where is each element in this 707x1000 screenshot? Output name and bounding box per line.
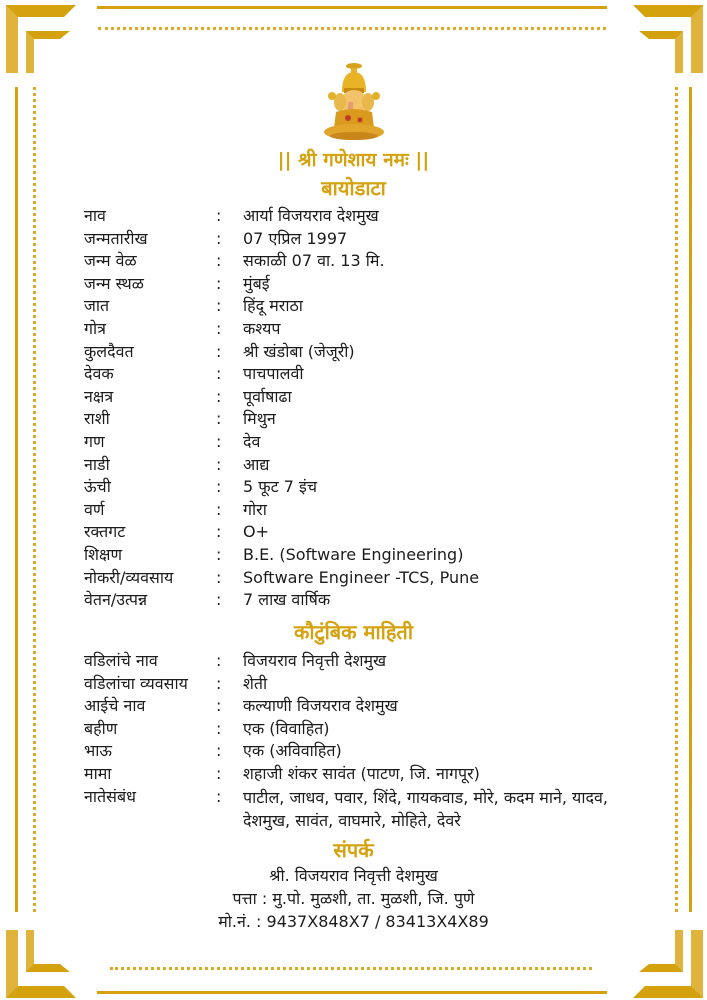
detail-label: जन्मतारीख (84, 228, 148, 248)
detail-value: कश्यप (243, 318, 281, 338)
detail-value: आर्या विजयराव देशमुख (243, 206, 379, 225)
detail-label: जन्म स्थळ (84, 273, 144, 293)
detail-value: 7 लाख वार्षिक (243, 590, 331, 610)
detail-value: गोरा (243, 499, 267, 519)
colon-separator: : (216, 386, 222, 406)
detail-row-birthplace (84, 273, 644, 296)
page-title: बायोडाटा (321, 176, 386, 200)
colon-separator: : (216, 454, 222, 474)
colon-separator: : (216, 673, 222, 693)
detail-row-occupation (84, 567, 644, 590)
detail-value: सकाळी 07 वा. 13 मि. (243, 251, 385, 271)
colon-separator: : (216, 567, 222, 587)
detail-value: शेती (243, 673, 268, 693)
colon-separator: : (216, 228, 222, 248)
detail-row-nadi (84, 454, 644, 477)
left-dotted-line (33, 87, 36, 912)
detail-label: देवक (84, 364, 114, 384)
detail-label: आईचे नाव (84, 696, 146, 716)
family-row-sister (84, 718, 644, 741)
detail-label: वर्ण (84, 499, 105, 519)
corner-ornament-bottom-left (6, 924, 80, 998)
detail-label: शिक्षण (84, 544, 123, 564)
colon-separator: : (216, 696, 222, 716)
right-border-line (689, 87, 692, 912)
detail-label: गण (84, 431, 105, 451)
detail-row-gan (84, 431, 644, 454)
ganesha-idol-icon (318, 62, 390, 142)
family-row-father-name (84, 650, 644, 673)
family-details (84, 650, 644, 832)
colon-separator: : (216, 296, 222, 316)
colon-separator: : (216, 651, 222, 670)
detail-value: शहाजी शंकर सावंत (पाटण, जि. नागपूर) (243, 763, 480, 783)
colon-separator: : (216, 477, 222, 497)
detail-row-kuldaivat (84, 341, 644, 364)
colon-separator: : (216, 544, 222, 564)
detail-value: मुंबई (243, 273, 270, 293)
detail-value: एक (अविवाहित) (243, 741, 342, 761)
detail-label: ऊंची (84, 477, 111, 497)
detail-row-caste (84, 295, 644, 318)
detail-row-income (84, 589, 644, 612)
colon-separator: : (216, 522, 222, 542)
detail-value: पाटील, जाधव, पवार, शिंदे, गायकवाड, मोरे, कदम माने, यादव, देशमुख, सावंत, वाघमारे, मोहिते, देवरे (243, 787, 608, 830)
detail-label: वेतन/उत्पन्न (84, 590, 148, 610)
detail-value: हिंदू मराठा (243, 296, 303, 316)
detail-label: नोकरी/व्यवसाय (84, 567, 174, 587)
top-dotted-line (98, 27, 606, 30)
detail-row-devak (84, 363, 644, 386)
contact-section-heading: संपर्क (333, 838, 374, 862)
detail-label: मामा (84, 763, 112, 783)
colon-separator: : (216, 251, 222, 271)
detail-label: बहीण (84, 718, 118, 738)
colon-separator: : (216, 409, 222, 429)
contact-name: श्री. विजयराव निवृत्ती देशमुख (269, 866, 438, 885)
detail-value: पाचपालवी (243, 364, 304, 384)
detail-row-complexion (84, 499, 644, 522)
corner-ornament-top-right (629, 5, 703, 79)
detail-value: एक (विवाहित) (243, 718, 330, 738)
detail-value: O+ (243, 522, 269, 542)
detail-value: श्री खंडोबा (जेजूरी) (243, 341, 355, 361)
colon-separator: : (216, 364, 222, 384)
contact-phone: मो.नं. : 9437X848X7 / 83413X4X89 (218, 912, 489, 931)
family-row-brother (84, 740, 644, 763)
colon-separator: : (216, 206, 222, 225)
corner-ornament-top-left (6, 5, 80, 79)
detail-value: विजयराव निवृत्ती देशमुख (243, 651, 387, 670)
colon-separator: : (216, 273, 222, 293)
detail-label: नक्षत्र (84, 386, 114, 406)
detail-label: वडिलांचे नाव (84, 651, 158, 670)
detail-label: कुलदैवत (84, 341, 134, 361)
detail-row-education (84, 544, 644, 567)
top-border-line (97, 6, 607, 9)
corner-ornament-bottom-right (629, 924, 703, 998)
family-section-heading: कौटुंबिक माहिती (293, 620, 414, 644)
colon-separator: : (216, 341, 222, 361)
mantra-heading: || श्री गणेशाय नमः || (277, 149, 430, 171)
detail-label: वडिलांचा व्यवसाय (84, 673, 188, 693)
detail-label: नाडी (84, 454, 110, 474)
left-border-line (15, 87, 18, 912)
detail-label: गोत्र (84, 318, 106, 338)
family-row-mother-name (84, 695, 644, 718)
detail-label: राशी (84, 409, 110, 429)
detail-value: पूर्वाषाढा (243, 386, 292, 406)
colon-separator: : (216, 741, 222, 761)
personal-details (84, 205, 644, 612)
family-row-relatives (84, 786, 644, 832)
detail-row-bloodgroup (84, 521, 644, 544)
detail-value: B.E. (Software Engineering) (243, 544, 464, 564)
detail-row-nakshatra (84, 386, 644, 409)
detail-value: आद्य (243, 454, 270, 474)
detail-label: जात (84, 296, 110, 316)
detail-value: 07 एप्रिल 1997 (243, 228, 348, 248)
detail-value: 5 फूट 7 इंच (243, 477, 318, 497)
colon-separator: : (216, 763, 222, 783)
colon-separator: : (216, 318, 222, 338)
colon-separator: : (216, 499, 222, 519)
right-dotted-line (675, 87, 678, 912)
colon-separator: : (216, 718, 222, 738)
detail-value: कल्याणी विजयराव देशमुख (243, 696, 398, 716)
detail-row-height (84, 476, 644, 499)
detail-row-birthdate (84, 228, 644, 251)
detail-value: Software Engineer -TCS, Pune (243, 567, 480, 587)
detail-row-birthtime (84, 250, 644, 273)
detail-row-name (84, 205, 644, 228)
detail-label: रक्तगट (84, 522, 126, 542)
detail-label: भाऊ (84, 741, 112, 761)
family-row-father-occupation (84, 673, 644, 696)
family-row-maternal-uncle (84, 763, 644, 786)
detail-value: मिथुन (243, 409, 276, 429)
detail-label: जन्म वेळ (84, 251, 137, 271)
bottom-border-line (97, 991, 607, 994)
detail-label: नाव (84, 206, 106, 225)
contact-address: पत्ता : मु.पो. मुळशी, ता. मुळशी, जि. पुणे (232, 889, 475, 908)
colon-separator: : (216, 431, 222, 451)
detail-value: देव (243, 431, 261, 451)
colon-separator: : (216, 786, 222, 806)
detail-row-rashi (84, 408, 644, 431)
detail-row-gotra (84, 318, 644, 341)
bottom-dotted-line (110, 967, 592, 970)
detail-label: नातेसंबंध (84, 786, 136, 806)
colon-separator: : (216, 590, 222, 610)
